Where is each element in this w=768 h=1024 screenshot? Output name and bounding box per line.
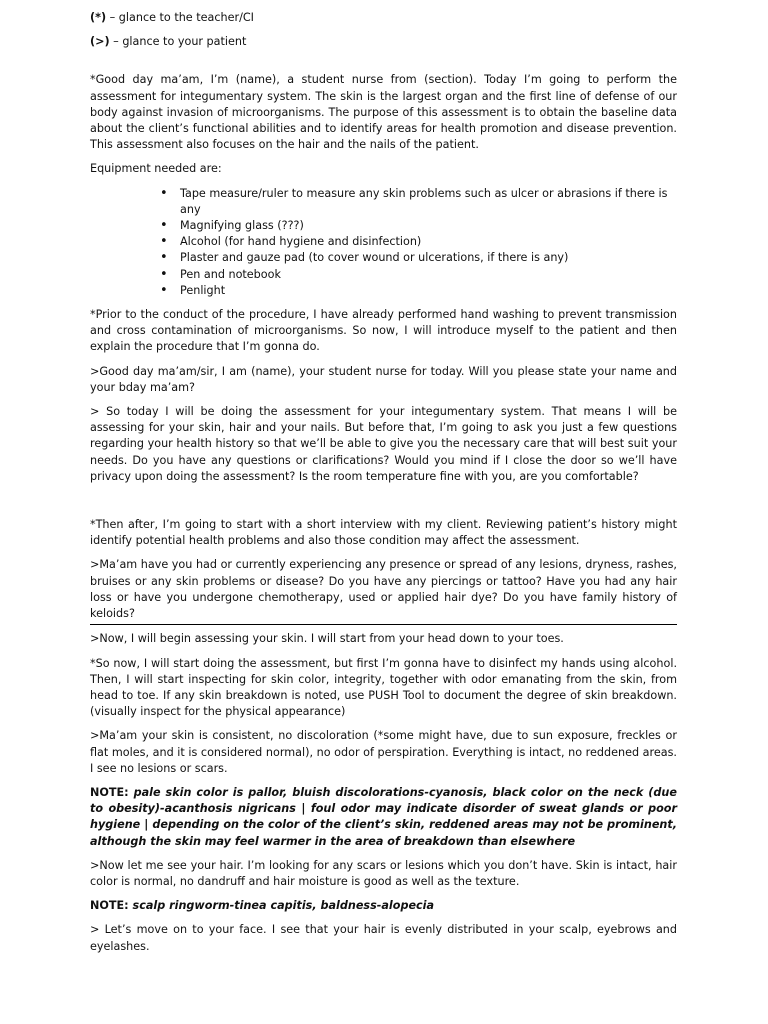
list-item: • Pen and notebook xyxy=(160,267,677,283)
legend-text: – glance to your patient xyxy=(109,35,247,49)
note-label: NOTE: xyxy=(90,899,133,913)
legend-teacher xyxy=(90,10,677,26)
note-text: pale skin color is pallor, bluish discolorations-cyanosis, black color on the neck (due to obesity)-acanthosis nigricans | foul odor may indicate disorder of sweat glands or poor hygiene | depending on the color of the client’s skin, reddened areas may not be prominent, although the skin may feel warmer in the area of breakdown than elsewhere xyxy=(90,785,677,848)
begin-paragraph: >Now, I will begin assessing your skin. I will start from your head down to your toes. xyxy=(90,632,564,646)
note-text: scalp ringworm-tinea capitis, baldness-alopecia xyxy=(132,899,435,913)
intro-paragraph: *Good day ma’am, I’m (name), a student nurse from (section). Today I’m going to perform the assessment for integumentary system. The skin is the largest organ and the first line of defense of our body against invasion of microorganisms. The purpose of this assessment is to obtain the baseline data about the client’s functional abilities and to identify areas for health promotion and disease prevention. This assessment also focuses on the hair and the nails of the patient. xyxy=(90,73,677,152)
list-item: • Penlight xyxy=(160,283,677,299)
list-item: • Alcohol (for hand hygiene and disinfection) xyxy=(160,234,677,250)
equipment-heading: Equipment needed are: xyxy=(90,162,222,176)
spacer xyxy=(90,493,677,517)
note-hair xyxy=(90,898,677,914)
prior-paragraph: *Prior to the conduct of the procedure, I have already performed hand washing to prevent transmission and cross contamination of microorganisms. So now, I will introduce myself to the patient and then explain the procedure that I’m gonna do. xyxy=(90,308,677,354)
history-paragraph: >Ma’am have you had or currently experiencing any presence or spread of any lesions, dryness, rashes, bruises or any skin problems or disease? Do you have any piercings or tattoo? Have you had any hair loss or have you undergone chemotherapy, used or applied hair dye? Do you have family history of keloids? xyxy=(90,557,677,625)
legend-patient xyxy=(90,34,677,50)
hair-paragraph: >Now let me see your hair. I’m looking for any scars or lesions which you don’t have. Skin is intact, hair color is normal, no dandruff and hair moisture is good as well as the texture. xyxy=(90,858,677,888)
equipment-list xyxy=(90,186,677,299)
skin-paragraph: >Ma’am your skin is consistent, no discoloration (*some might have, due to sun exposure, freckles or flat moles, and it is considered normal), no odor of perspiration. Everything is intact, no reddened areas. I see no lesions or scars. xyxy=(90,729,677,775)
list-item: • Plaster and gauze pad (to cover wound or ulcerations, if there is any) xyxy=(160,250,677,266)
note-skin xyxy=(90,785,677,850)
legend-symbol: (*) xyxy=(90,11,107,24)
note-label: NOTE: xyxy=(90,785,134,799)
face-paragraph: > Let’s move on to your face. I see that your hair is evenly distributed in your scalp, eyebrows and eyelashes. xyxy=(90,923,677,953)
explain-paragraph: > So today I will be doing the assessment for your integumentary system. That means I will be assessing for your skin, hair and your nails. But before that, I’m going to ask you just a few questions regarding your health history so that we’ll be able to give you the necessary care that will best suit your needs. Do you have any questions or clarifications? Would you mind if I close the door so we’ll have privacy upon doing the assessment? Is the room temperature fine with you, are you comfortable? xyxy=(90,405,677,483)
legend-text: – glance to the teacher/CI xyxy=(106,11,254,24)
interview-paragraph: *Then after, I’m going to start with a short interview with my client. Reviewing patient’s history might identify potential health problems and also those condition may affect the assessment. xyxy=(90,518,677,548)
spacer xyxy=(90,58,677,72)
start-paragraph: *So now, I will start doing the assessment, but first I’m gonna have to disinfect my hands using alcohol. Then, I will start inspecting for skin color, integrity, together with odor emanating from the skin, from head to toe. If any skin breakdown is noted, use PUSH Tool to document the degree of skin breakdown. (visually inspect for the physical appearance) xyxy=(90,656,677,719)
legend-symbol: (>) xyxy=(90,35,110,49)
list-item: • Tape measure/ruler to measure any skin problems such as ulcer or abrasions if there is any xyxy=(160,186,677,218)
document-page xyxy=(90,10,677,963)
list-item: • Magnifying glass (???) xyxy=(160,218,677,234)
greeting-paragraph: >Good day ma’am/sir, I am (name), your student nurse for today. Will you please state your name and your bday ma’am? xyxy=(90,364,677,394)
